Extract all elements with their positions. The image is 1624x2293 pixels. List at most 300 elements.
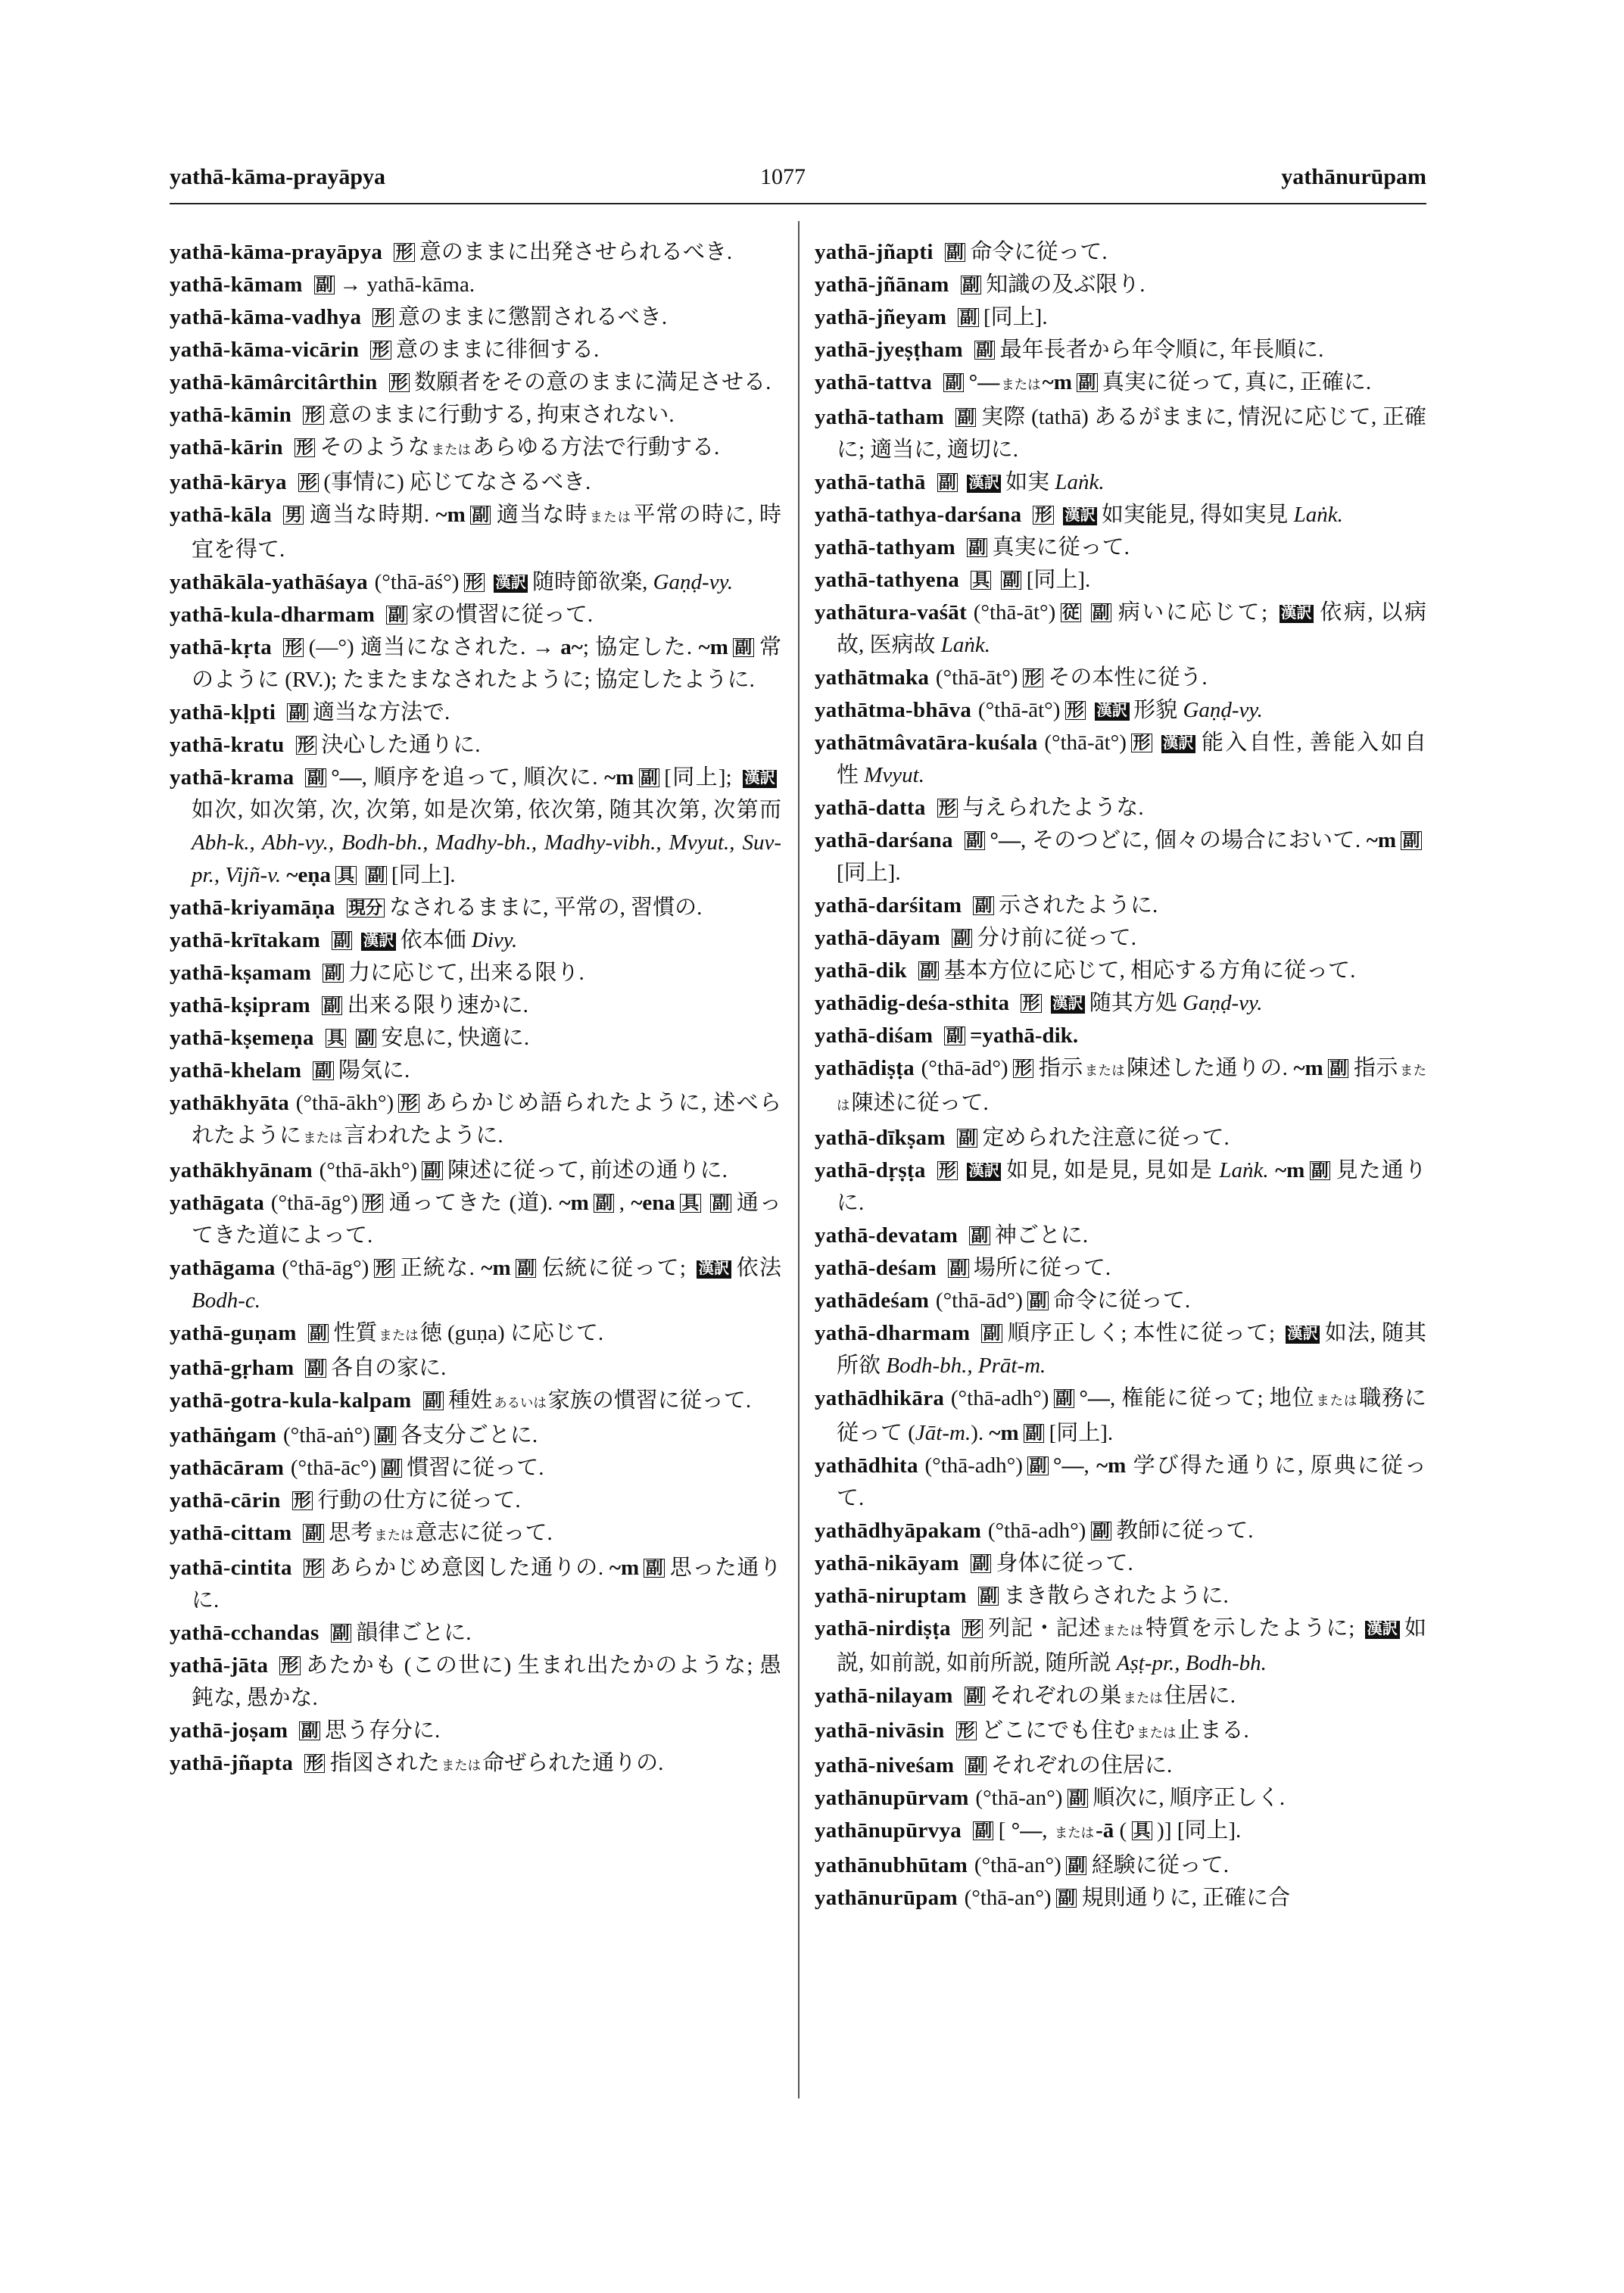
entry-text: 職務に従って ( — [837, 1386, 1426, 1445]
headword: yathā-datta — [815, 796, 926, 820]
entry-text: 住居に. — [1164, 1684, 1236, 1708]
entry-text: 形貌 — [1133, 698, 1183, 722]
source-abbreviation: Laṅk. — [940, 633, 991, 657]
entry-text: 伝統に従って; — [541, 1256, 693, 1280]
translation-tag: 漢訳 — [1286, 1326, 1320, 1343]
entry-text: 命令に従って. — [970, 240, 1108, 264]
dictionary-entry — [170, 696, 781, 729]
grammar-tag: 形 — [962, 1619, 983, 1639]
entry-text: 随時節欲楽, — [532, 570, 653, 594]
entry-text: 陳述に従って, 前述の通りに. — [447, 1158, 728, 1182]
grammar-tag: 形 — [370, 341, 391, 360]
entry-text: 依本価 — [400, 928, 472, 952]
dictionary-entry — [170, 399, 781, 431]
entry-text: まき散らされたように. — [1003, 1584, 1229, 1608]
dictionary-entry — [815, 499, 1426, 531]
dictionary-entry — [170, 431, 781, 466]
dictionary-entry — [170, 1552, 781, 1617]
entry-text: 正統な. — [399, 1256, 482, 1280]
headword: yathā-kārya — [170, 470, 287, 494]
entry-text: 命令に従って. — [1052, 1288, 1191, 1313]
headword: yathānubhūtam — [815, 1853, 968, 1877]
dictionary-entry — [815, 1154, 1426, 1220]
headword: yathā-krama — [170, 765, 295, 790]
grammar-tag: 副 — [303, 1524, 323, 1544]
headword: yathā-tathyam — [815, 535, 955, 559]
headword: yathā-kāmam — [170, 273, 303, 297]
entry-text: 各支分ごとに. — [400, 1423, 538, 1447]
grammar-tag: 副 — [973, 1821, 993, 1841]
headword: yathādeśam — [815, 1288, 930, 1313]
entry-text: 力に応じて, 出来る限り. — [348, 961, 584, 985]
headword: yathānupūrvya — [815, 1818, 962, 1843]
dictionary-entry — [170, 1252, 781, 1317]
grammar-tag: 副 — [386, 606, 407, 625]
entry-text: それぞれの巣 — [990, 1684, 1122, 1708]
grammar-tag: 副 — [382, 1459, 402, 1478]
conjunction-text: または — [837, 1063, 1426, 1113]
dictionary-entry — [815, 597, 1426, 662]
entry-text: 数願者をその意のままに満足させる. — [414, 370, 771, 394]
grammar-tag: 副 — [375, 1426, 395, 1446]
bold-text: ~m — [609, 1556, 640, 1580]
grammar-tag: 形 — [1131, 734, 1152, 753]
bold-text: ~m — [435, 503, 466, 527]
entry-text: , 順序を追って, 順次に. — [361, 765, 605, 790]
entry-text: (°thā-ād°) — [935, 1288, 1023, 1313]
headword: yathātma-bhāva — [815, 698, 972, 722]
entry-text: , — [619, 1191, 631, 1215]
dictionary-entry — [815, 1547, 1426, 1580]
dictionary-entry — [170, 1650, 781, 1715]
translation-tag: 漢訳 — [494, 575, 528, 592]
dictionary-entry — [170, 1715, 781, 1747]
conjunction-text: または — [441, 1758, 482, 1773]
grammar-tag: 形 — [389, 373, 410, 393]
entry-text: 種姓 — [448, 1388, 493, 1413]
dictionary-entry — [815, 1580, 1426, 1612]
dictionary-entry — [815, 1715, 1426, 1749]
entry-text: その本性に従う. — [1048, 665, 1208, 690]
entry-text: 真実に従って, 真に, 正確に. — [1102, 370, 1372, 394]
entry-text: 意のままに出発させられるべき. — [419, 240, 733, 264]
entry-text: 出来る限り速かに. — [347, 993, 528, 1017]
entry-text: 与えられたような. — [962, 796, 1144, 820]
entry-text: 適当な方法で. — [312, 700, 450, 724]
conjunction-text: または — [1136, 1725, 1177, 1740]
source-abbreviation: Laṅk. — [1219, 1158, 1269, 1182]
entry-text: (事情に) 応じてなさるべき. — [323, 470, 591, 494]
entry-text: , 権能に従って; 地位 — [1109, 1386, 1315, 1410]
headword: yathā-jñapti — [815, 240, 934, 264]
grammar-tag: 副 — [969, 1226, 990, 1246]
grammar-tag: 副 — [974, 341, 995, 360]
headword: yathā-tattva — [815, 370, 933, 394]
bold-text: °— — [1011, 1818, 1043, 1843]
bold-text: ~m — [989, 1421, 1019, 1445]
grammar-tag: 副 — [323, 964, 343, 983]
grammar-tag: 副 — [943, 373, 964, 393]
entry-text: 平常の時に, 時宜を得て. — [192, 503, 781, 562]
grammar-tag: 副 — [356, 1029, 376, 1048]
grammar-tag: 副 — [1310, 1161, 1330, 1181]
grammar-tag: 副 — [961, 276, 981, 295]
headword: yathā-kārin — [170, 435, 283, 460]
headword: yathā-krītakam — [170, 928, 321, 952]
dictionary-entry — [170, 1022, 781, 1055]
dictionary-entry — [815, 466, 1426, 499]
dictionary-entry — [170, 236, 781, 269]
headword: yathā-kāma-vicārin — [170, 338, 360, 362]
entry-text: 実際 (tathā) あるがままに, 情況に応じて, 正確に; 適当に, 適切に. — [837, 405, 1426, 462]
dictionary-entry — [815, 955, 1426, 987]
source-abbreviation: Laṅk. — [1055, 470, 1105, 494]
grammar-tag: 形 — [1021, 994, 1041, 1014]
entry-text: 基本方位に応じて, 相応する方角に従って. — [943, 958, 1356, 983]
bold-text: °— — [990, 828, 1021, 852]
bold-text: °— — [968, 370, 1000, 394]
entry-text: 意のままに徘徊する. — [395, 338, 600, 362]
grammar-tag: 形 — [304, 1754, 325, 1774]
entry-text: 依病, 以病故, 医病故 — [837, 600, 1426, 657]
grammar-tag: 副 — [937, 473, 958, 493]
grammar-tag: 副 — [965, 1756, 986, 1776]
headword: yathā-dṛṣṭa — [815, 1158, 926, 1182]
grammar-tag: 副 — [516, 1259, 536, 1279]
entry-text: 言われたように. — [344, 1123, 503, 1148]
grammar-tag: 形 — [1033, 506, 1053, 525]
grammar-tag: 形 — [296, 736, 316, 756]
entry-text: (°thā-ākh°) — [319, 1158, 418, 1182]
bold-text: ~m — [481, 1256, 511, 1280]
entry-text: なされるままに, 平常の, 習慣の. — [389, 896, 703, 920]
headword: yathātmaka — [815, 665, 930, 690]
headword: yathā-devatam — [815, 1223, 959, 1248]
entry-text: 列記・記述 — [987, 1616, 1102, 1640]
source-abbreviation: Divy. — [471, 928, 518, 952]
grammar-tag: 形 — [1013, 1059, 1033, 1079]
dictionary-entry — [170, 957, 781, 989]
translation-tag: 漢訳 — [1365, 1621, 1399, 1638]
header-rule — [170, 203, 1426, 204]
dictionary-entry — [170, 924, 781, 957]
dictionary-entry — [170, 566, 781, 599]
entry-text: (°thā-adh°) — [950, 1386, 1049, 1410]
dictionary-entry — [815, 1317, 1426, 1382]
headword: yathā-kṣemeṇa — [170, 1026, 314, 1050]
dictionary-entry — [170, 1087, 781, 1154]
entry-text: 陳述に従って. — [851, 1091, 989, 1115]
dictionary-entry — [815, 1020, 1426, 1052]
grammar-tag: 形 — [303, 406, 323, 425]
grammar-tag: 副 — [948, 1259, 968, 1279]
grammar-tag: 副 — [1091, 603, 1111, 623]
headword: yathā-dharmam — [815, 1321, 971, 1345]
headword: yathā-nikāyam — [815, 1551, 959, 1575]
conjunction-text: または — [303, 1130, 343, 1145]
source-abbreviation: Aṣṭ-pr., Bodh-bh. — [1116, 1651, 1267, 1675]
entry-text: 適当な時期. — [308, 503, 436, 527]
headword: yathā-jñānam — [815, 273, 949, 297]
grammar-tag: 副 — [973, 896, 993, 916]
entry-text: (°thā-āt°) — [977, 698, 1061, 722]
conjunction-text: または — [589, 509, 632, 525]
grammar-tag: 副 — [981, 1324, 1002, 1344]
dictionary-entry — [815, 792, 1426, 824]
dictionary-entry — [815, 269, 1426, 301]
grammar-tag: 副 — [314, 276, 335, 295]
entry-text: (°thā-aṅ°) — [282, 1423, 370, 1447]
entry-text: )] [同上]. — [1157, 1818, 1242, 1843]
dictionary-entry — [815, 1052, 1426, 1122]
conjunction-text: あるいは — [494, 1395, 547, 1410]
entry-text: 命ぜられた通りの. — [482, 1751, 664, 1775]
dictionary-entry — [815, 401, 1426, 466]
dictionary-entry — [815, 1382, 1426, 1450]
entry-text: そのような — [320, 435, 430, 460]
entry-text: 指示 — [1353, 1056, 1398, 1080]
headword: yathāgata — [170, 1191, 265, 1215]
headword: yathā-kāla — [170, 503, 273, 527]
grammar-tag: 副 — [305, 768, 326, 788]
headword: yathā-tatham — [815, 405, 945, 429]
entry-text: (°thā-āc°) — [290, 1456, 377, 1480]
entry-text: (°thā-āg°) — [270, 1191, 358, 1215]
grammar-tag: 副 — [287, 703, 307, 723]
entry-text: 思う存分に. — [325, 1718, 441, 1743]
dictionary-entry — [815, 1815, 1426, 1849]
headword: yathā-tathyena — [815, 568, 960, 592]
grammar-tag: 形 — [292, 1491, 313, 1511]
grammar-tag: 具 — [971, 571, 991, 590]
grammar-tag: 副 — [639, 768, 659, 788]
dictionary-entry — [170, 1452, 781, 1485]
grammar-tag: 具 — [326, 1029, 346, 1048]
entry-text: 示されたように. — [998, 893, 1158, 918]
bold-text: °— — [1052, 1453, 1084, 1478]
grammar-tag: 形 — [1023, 668, 1043, 688]
headword: yathātura-vaśāt — [815, 600, 968, 625]
entry-text: [ — [998, 1818, 1011, 1843]
entry-text: , そのつどに, 個々の場合において. — [1021, 828, 1367, 852]
dictionary-entry — [815, 1515, 1426, 1547]
grammar-tag: 副 — [1068, 1789, 1088, 1809]
entry-text: 随其方処 — [1089, 991, 1183, 1015]
grammar-tag: 副 — [710, 1194, 731, 1213]
dictionary-entry — [815, 922, 1426, 955]
entry-text: 定められた注意に従って. — [982, 1126, 1230, 1150]
entry-text: 決心した通りに. — [321, 733, 481, 757]
entry-text: (°thā-āt°) — [973, 600, 1056, 625]
bold-text: ~m — [559, 1191, 589, 1215]
left-guide-word: yathā-kāma-prayāpya — [170, 164, 386, 189]
entry-text: [同上]. — [837, 861, 901, 885]
entry-text: [同上]; — [664, 765, 739, 790]
grammar-tag: 副 — [308, 1324, 329, 1344]
dictionary-entry — [815, 334, 1426, 366]
grammar-tag: 現分 — [347, 899, 385, 918]
conjunction-text: または — [1001, 377, 1041, 392]
entry-text: [同上]. — [391, 863, 456, 887]
column-divider — [798, 221, 800, 2098]
translation-tag: 漢訳 — [1051, 995, 1085, 1013]
entry-text: 真実に従って. — [992, 535, 1130, 559]
dictionary-entry — [170, 989, 781, 1022]
headword: yathā-joṣam — [170, 1718, 288, 1743]
grammar-tag: 副 — [470, 506, 491, 525]
headword: yathā-darśana — [815, 828, 953, 852]
headword: yathā-gotra-kula-kalpam — [170, 1388, 412, 1413]
headword: yathā-kāmin — [170, 403, 292, 427]
entry-text: (°thā-adh°) — [924, 1453, 1023, 1478]
dictionary-entry — [815, 727, 1426, 792]
headword: yathā-jyeṣṭham — [815, 338, 963, 362]
conjunction-text: または — [1084, 1063, 1125, 1078]
grammar-tag: 形 — [279, 1656, 300, 1676]
entry-text: ; 協定した. — [582, 635, 699, 659]
entry-text: 指示 — [1038, 1056, 1083, 1080]
dictionary-entry — [170, 599, 781, 631]
grammar-tag: 副 — [1091, 1522, 1111, 1541]
bold-text: ~m — [1096, 1453, 1127, 1478]
grammar-tag: 副 — [1328, 1059, 1348, 1079]
entry-text: 順次に, 順序正しく. — [1093, 1786, 1286, 1810]
headword: yathā-kṣamam — [170, 961, 312, 985]
entry-text: 通ってきた道によって. — [192, 1191, 781, 1248]
grammar-tag: 形 — [464, 573, 485, 593]
headword: yathā-kḷpti — [170, 700, 276, 724]
right-column — [815, 236, 1426, 1914]
entry-text: 通ってきた (道). — [388, 1191, 560, 1215]
conjunction-text: または — [1316, 1393, 1358, 1408]
headword: yathā-nivāsin — [815, 1718, 945, 1743]
headword: yathā-dīkṣam — [815, 1126, 946, 1150]
entry-text: 能入自性, 善能入如自性 — [837, 731, 1426, 787]
headword: yathā-cittam — [170, 1521, 292, 1545]
headword: yathā-niruptam — [815, 1584, 967, 1608]
entry-text: 如法, 随其所欲 — [837, 1321, 1426, 1378]
headword: yathā-cārin — [170, 1488, 281, 1513]
entry-text: 経験に従って. — [1091, 1853, 1230, 1877]
grammar-tag: 形 — [956, 1721, 977, 1741]
source-abbreviation: Mvyut. — [864, 763, 924, 787]
dictionary-entry — [815, 889, 1426, 922]
entry-text: 如実能見, 得如実見 — [1101, 503, 1294, 527]
headword: yathānupūrvam — [815, 1786, 969, 1810]
entry-text: 見た通りに. — [837, 1158, 1426, 1215]
dictionary-entry — [815, 1882, 1426, 1914]
grammar-tag: 副 — [967, 538, 987, 558]
headword: yathāgama — [170, 1256, 276, 1280]
dictionary-entry — [815, 301, 1426, 334]
translation-tag: 漢訳 — [697, 1260, 731, 1278]
entry-text: 各自の家に. — [331, 1356, 447, 1380]
right-guide-word: yathānurūpam — [1281, 164, 1426, 189]
headword: yathādhikāra — [815, 1386, 945, 1410]
dictionary-entry — [170, 892, 781, 924]
entry-text: ( — [1114, 1818, 1127, 1843]
conjunction-text: または — [1123, 1690, 1163, 1706]
entry-text: 分け前に従って. — [977, 926, 1136, 950]
grammar-tag: 形 — [295, 438, 315, 458]
headword: yathādiṣṭa — [815, 1056, 915, 1080]
grammar-tag: 副 — [594, 1194, 614, 1213]
dictionary-entry — [170, 1747, 781, 1782]
grammar-tag: 副 — [1066, 1856, 1086, 1876]
entry-text: 最年長者から年令順に, 年長順に. — [999, 338, 1324, 362]
translation-tag: 漢訳 — [967, 1163, 1001, 1180]
conjunction-text: または — [431, 442, 471, 457]
entry-text: 家の慣習に従って. — [411, 603, 594, 627]
grammar-tag: 副 — [332, 931, 352, 951]
entry-text: 場所に従って. — [973, 1256, 1111, 1280]
entry-text: 意のままに懲罰されるべき. — [397, 305, 668, 329]
bold-text: =yathā-dik. — [970, 1023, 1079, 1048]
grammar-tag: 副 — [305, 1359, 326, 1379]
grammar-tag: 具 — [335, 866, 356, 886]
entry-text: あらゆる方法で行動する. — [472, 435, 720, 460]
headword: yathā-kṛta — [170, 635, 273, 659]
headword: yathā-kāmârcitârthin — [170, 370, 378, 394]
headword: yathādhita — [815, 1453, 918, 1478]
headword: yathā-kṣipram — [170, 993, 310, 1017]
grammar-tag: 形 — [937, 799, 958, 818]
headword: yathā-niveśam — [815, 1753, 955, 1777]
bold-text: ~eṇa — [286, 863, 331, 887]
grammar-tag: 副 — [733, 638, 753, 658]
headword: yathākhyānam — [170, 1158, 313, 1182]
bold-text: ~m — [1275, 1158, 1305, 1182]
bold-text: ~ena — [631, 1191, 675, 1215]
headword: yathā-kula-dharmam — [170, 603, 376, 627]
dictionary-entry — [170, 1055, 781, 1087]
entry-text: [同上]. — [983, 305, 1048, 329]
grammar-tag: 副 — [366, 866, 386, 886]
dictionary-entry — [170, 631, 781, 696]
entry-text: 順序正しく; 本性に従って; — [1006, 1321, 1282, 1345]
dictionary-entry — [170, 1617, 781, 1650]
source-abbreviation: Abh-k., Abh-vy., Bodh-bh., Madhy-bh., Madhy-vibh., Mvyut., Suv-pr., Vijñ-v. — [192, 830, 781, 887]
dictionary-entry — [815, 366, 1426, 401]
bold-text: ~m — [604, 765, 634, 790]
dictionary-entry — [170, 1187, 781, 1252]
dictionary-entry — [170, 1317, 781, 1352]
bold-text: ~m — [1366, 828, 1397, 852]
entry-text: (°thā-ād°) — [921, 1056, 1008, 1080]
translation-tag: 漢訳 — [1063, 507, 1097, 525]
headword: yathā-nilayam — [815, 1684, 953, 1708]
entry-text: ). — [971, 1421, 990, 1445]
dictionary-entry — [170, 1485, 781, 1517]
translation-tag: 漢訳 — [361, 933, 395, 950]
grammar-tag: 副 — [322, 996, 342, 1016]
entry-text: 身体に従って. — [996, 1551, 1133, 1575]
dictionary-entry — [815, 531, 1426, 564]
entry-text: 如説, 如前説, 如前所説, 随所説 — [837, 1616, 1426, 1675]
headword: yathā-kriyamāṇa — [170, 896, 335, 920]
headword: yathā-jāta — [170, 1653, 269, 1678]
bold-text: ~m — [1042, 370, 1072, 394]
headword: yathātmâvatāra-kuśala — [815, 731, 1038, 755]
grammar-tag: 形 — [372, 308, 393, 328]
grammar-tag: 副 — [952, 929, 972, 949]
grammar-tag: 副 — [958, 308, 978, 328]
entry-text: 家族の慣習に従って. — [547, 1388, 752, 1413]
dictionary-entry — [815, 694, 1426, 727]
grammar-tag: 副 — [944, 1027, 965, 1046]
translation-tag: 漢訳 — [1095, 703, 1129, 720]
dictionary-entry — [170, 762, 781, 892]
